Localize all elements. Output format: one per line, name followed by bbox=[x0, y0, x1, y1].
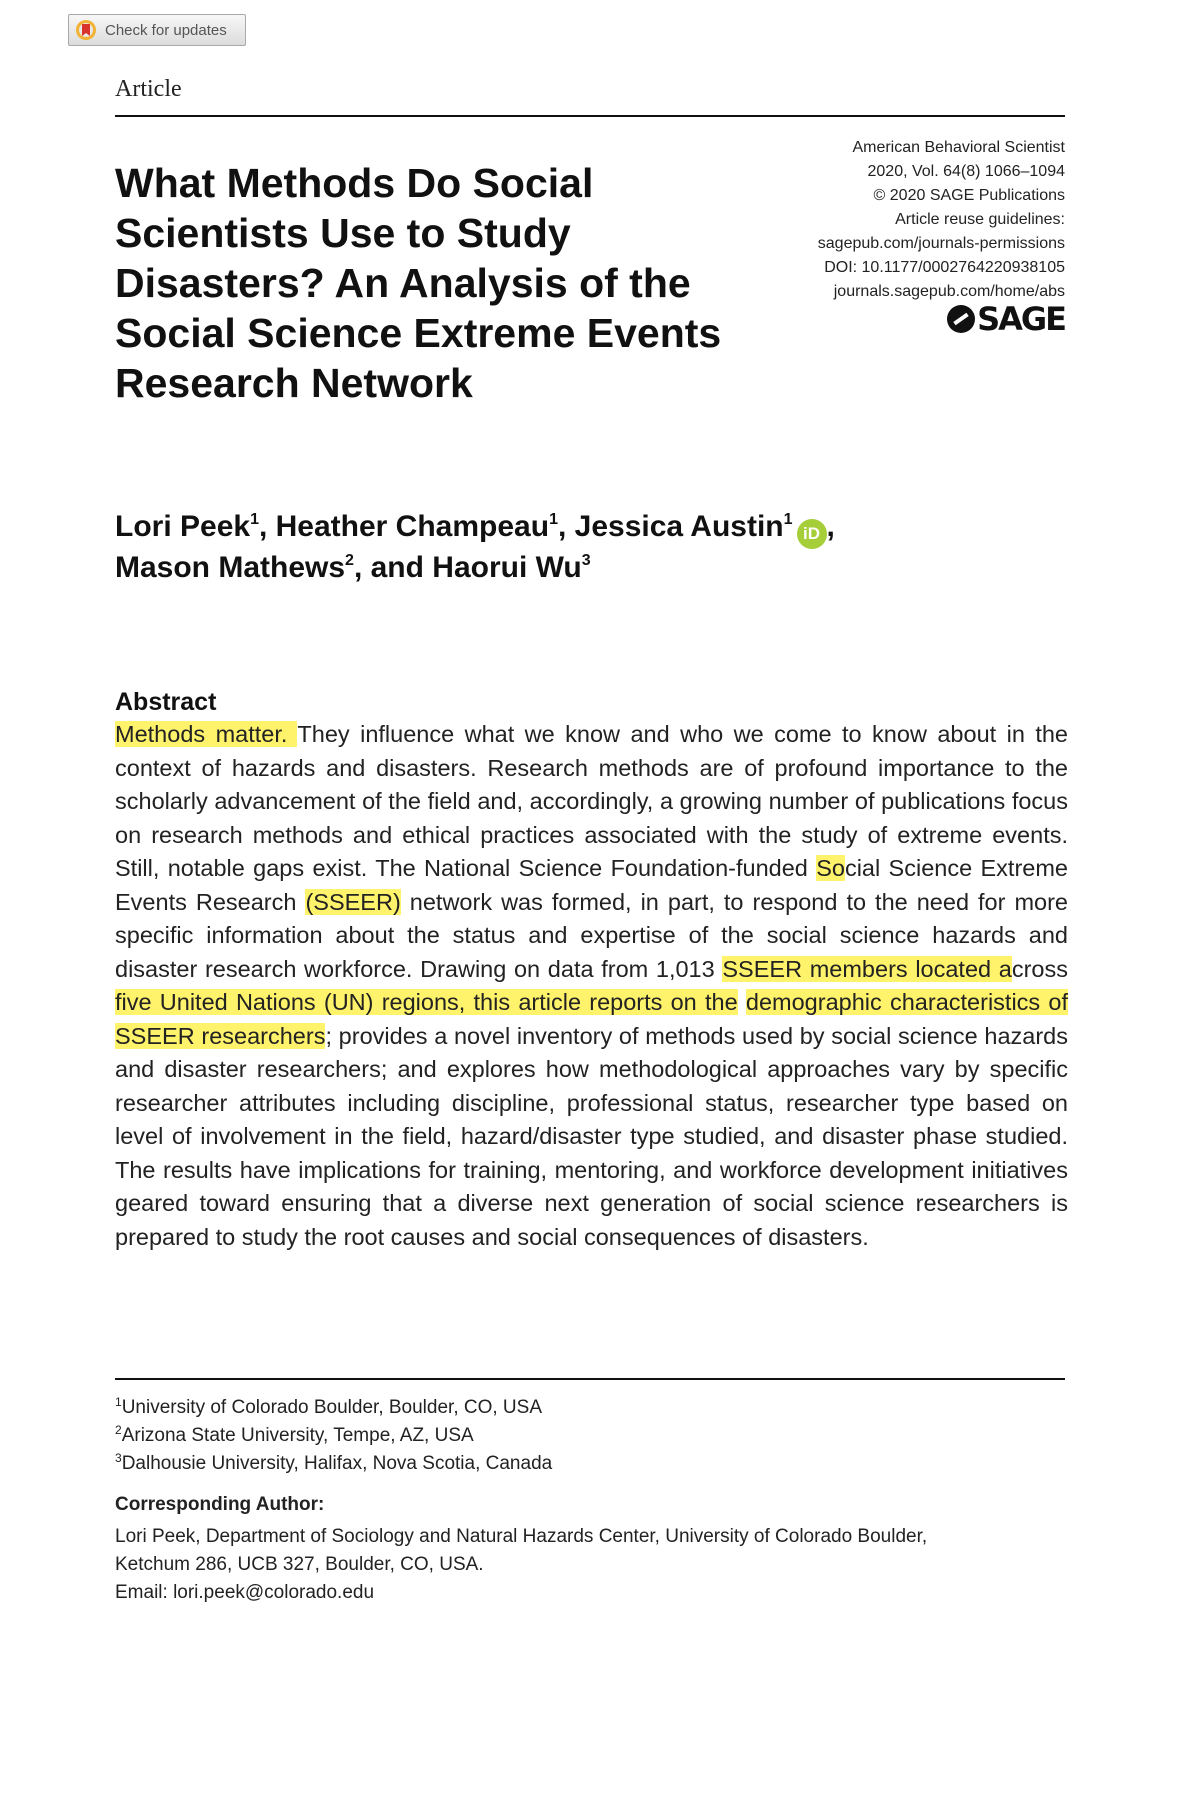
check-for-updates-label: Check for updates bbox=[105, 21, 227, 39]
orcid-icon[interactable]: iD bbox=[797, 519, 827, 549]
abstract-segment: ; provides a novel inventory of methods used by social science hazards and disaster researchers; and explores how methodological approaches vary by specific researcher attributes including discipline, professional status, researcher type based on level of involvement in the field, hazard/disaster type studied, and disaster phase studied. The results have implications for training, mentoring, and workforce development initiatives geared toward ensuring that a diverse next generation of social science researchers is prepared to study the root causes and social consequences of disasters. bbox=[115, 1022, 1068, 1250]
affiliation-text: Dalhousie University, Halifax, Nova Scotia, Canada bbox=[121, 1453, 553, 1474]
abstract-segment bbox=[738, 989, 746, 1015]
permissions-link[interactable]: sagepub.com/journals-permissions bbox=[817, 235, 1065, 252]
journal-meta-line: American Behavioral Scientist bbox=[852, 139, 1065, 156]
abstract-segment: SSEER members located a bbox=[722, 955, 1012, 982]
journal-meta-line: © 2020 SAGE Publications bbox=[873, 187, 1065, 204]
author-name: Heather Champeau bbox=[275, 510, 550, 543]
sage-logo bbox=[947, 300, 1065, 338]
affiliation-text: Arizona State University, Tempe, AZ, USA bbox=[121, 1425, 474, 1446]
affiliation-number: 3 bbox=[115, 1451, 122, 1465]
corresponding-author-line: Lori Peek, Department of Sociology and Natural Hazards Center, University of Colorado Boulder, bbox=[115, 1526, 928, 1547]
author-affiliation-marker: 1 bbox=[250, 511, 259, 528]
author-name: Lori Peek bbox=[115, 510, 251, 543]
author-affiliation-marker: 3 bbox=[581, 552, 591, 569]
affiliation-number: 2 bbox=[115, 1423, 122, 1437]
affiliation-line bbox=[115, 1394, 552, 1422]
abstract-segment: five United Nations (UN) regions, this article reports on the bbox=[115, 989, 738, 1015]
doi-link[interactable]: DOI: 10.1177/0002764220938105 bbox=[824, 259, 1065, 276]
corresponding-author-email[interactable]: Email: lori.peek@colorado.edu bbox=[115, 1582, 375, 1603]
author-name: Haorui Wu bbox=[432, 551, 582, 584]
author-list: Lori Peek$^1$, Heather Champeau$^1$, Jessica Austin$^1$iD , Mason Mathews$^2$, and Haorui Wu$^3$ bbox=[115, 510, 835, 584]
affiliation-number: 1 bbox=[115, 1395, 122, 1409]
article-type-label: Article bbox=[115, 76, 182, 102]
abstract-segment: demographic characteristics of SSEER researchers bbox=[115, 989, 1068, 1049]
corresponding-author-details bbox=[115, 1523, 1075, 1607]
abstract-segment: cross bbox=[1011, 955, 1069, 982]
sage-logo-mark-icon bbox=[947, 305, 975, 333]
author-affiliation-marker: 1 bbox=[549, 511, 558, 528]
affiliation-text: University of Colorado Boulder, Boulder, CO, USA bbox=[121, 1397, 542, 1418]
corresponding-author-heading: Corresponding Author: bbox=[115, 1494, 325, 1515]
corresponding-author-line: Ketchum 286, UCB 327, Boulder, CO, USA. bbox=[115, 1554, 484, 1575]
header-divider bbox=[115, 115, 1065, 117]
abstract-segment: (SSEER) bbox=[305, 888, 401, 915]
sage-logo-text: SAGE bbox=[977, 300, 1065, 338]
abstract-text bbox=[115, 718, 1068, 1254]
abstract-segment: cial Science Extreme Events Research bbox=[115, 855, 1068, 915]
journal-meta-line: 2020, Vol. 64(8) 1066–1094 bbox=[867, 163, 1065, 180]
check-for-updates-button[interactable] bbox=[68, 14, 246, 46]
affiliation-line bbox=[115, 1450, 552, 1478]
author-name: Jessica Austin bbox=[574, 510, 784, 543]
abstract-segment: Methods matter. bbox=[115, 721, 298, 747]
abstract-segment: They influence what we know and who we come to know about in the context of hazards and disasters. Research methods are of profound importance to the scholarly advancement of the field and, accordingly, a growing number of publications focus on research methods and ethical practices associated with the study of extreme events. Still, notable gaps exist. The National Science Foundation-funded bbox=[115, 721, 1068, 881]
author-name: Mason Mathews bbox=[115, 551, 346, 584]
abstract-segment: So bbox=[816, 855, 845, 881]
journal-home-link[interactable]: journals.sagepub.com/home/abs bbox=[833, 283, 1065, 300]
journal-meta bbox=[818, 136, 1065, 304]
abstract-heading: Abstract bbox=[115, 688, 217, 716]
article-title: What Methods Do Social Scientists Use to Study Disasters? An Analysis of the Social Science Extreme Events Research Network bbox=[115, 160, 722, 406]
affiliation-line bbox=[115, 1422, 552, 1450]
author-affiliation-marker: 1 bbox=[783, 511, 793, 528]
journal-meta-line: Article reuse guidelines: bbox=[895, 211, 1065, 228]
abstract-segment: network was formed, in part, to respond to the need for more specific information about the status and expertise of the social science hazards and disaster research workforce. Drawing on data from 1,013 bbox=[115, 888, 1069, 982]
crossmark-bookmark-icon bbox=[75, 19, 97, 41]
footnote-divider bbox=[115, 1378, 1065, 1380]
author-affiliation-marker: 2 bbox=[345, 552, 354, 569]
affiliations bbox=[115, 1394, 552, 1478]
